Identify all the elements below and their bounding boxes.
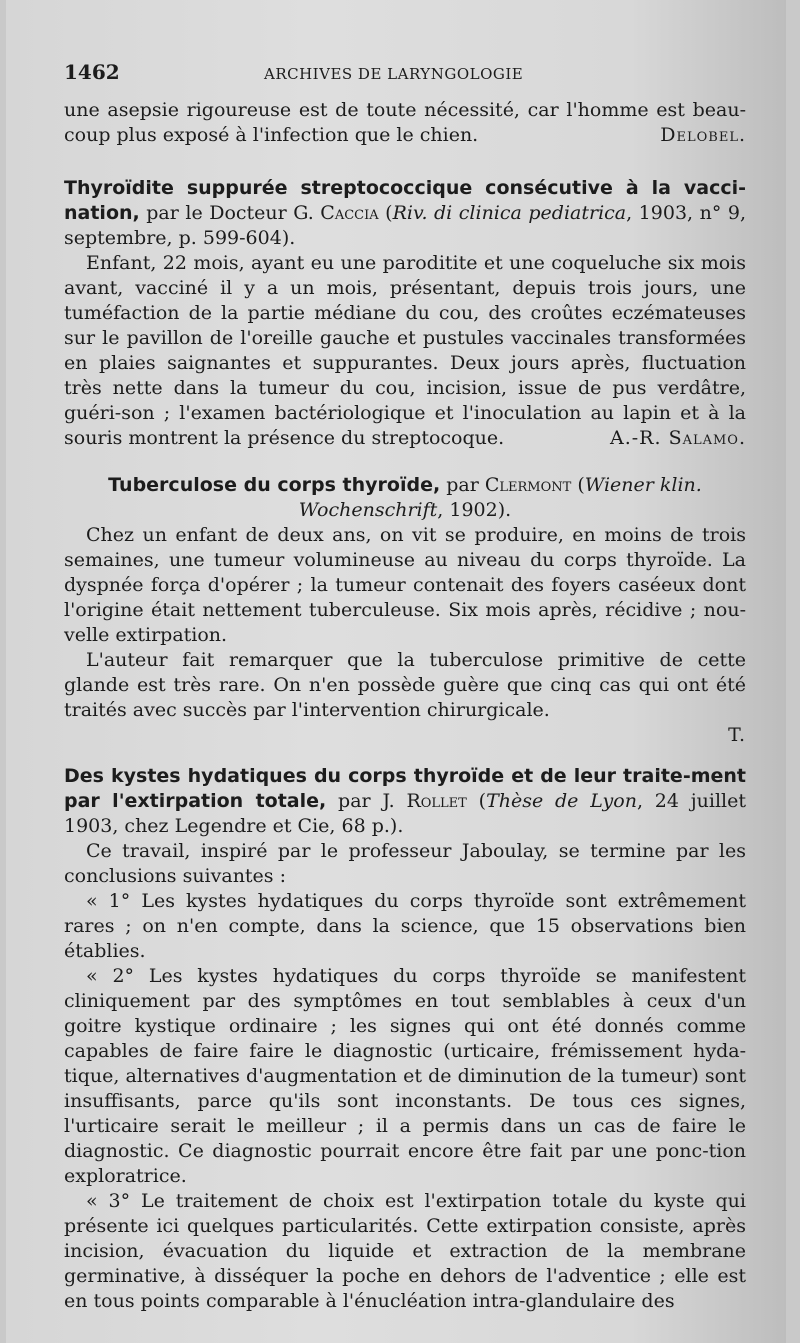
source-open: (: [571, 474, 585, 496]
intro-text: [64, 98, 746, 148]
signature-delobel: Delobel.: [660, 124, 746, 146]
source-details: , 24 juillet 1903, chez Legendre et Cie, 68 p.).: [64, 790, 747, 837]
byline-prefix: par: [440, 474, 485, 496]
body-text: Enfant, 22 mois, ayant eu une paroditite et une coqueluche six mois avant, vacciné il y a un mois, présentant, depuis trois jours, une tuméfaction de la partie médiane du cou, des croûtes eczémateuses sur le pavillon de l'oreille gauche et pustules vaccinales transformées en plaies saignantes et suppurantes. Deux jours après, fluctuation très nette dans la tumeur du cou, incision, issue de pus verdâtre, guéri-son ; l'examen bactériologique et l'inoculation au lapin et à la souris montrent la présence du streptocoque.: [64, 252, 746, 449]
article-title-line: [64, 176, 746, 251]
page-number: 1462: [64, 60, 120, 84]
paragraph: « 3° Le traitement de choix est l'extirpation totale du kyste qui présente ici quelques particularités. Cette extirpation consiste, après incision, évacuation du liquide et extraction de la membrane germinative, à disséquer la poche en dehors de l'adventice ; elle est en tous points comparable à l'énucléation intra-glandulaire des: [64, 1190, 746, 1312]
paragraph: Ce travail, inspiré par le professeur Jaboulay, se termine par les conclusions suivantes :: [64, 840, 746, 887]
article-tuberculose: [64, 473, 746, 748]
source-open: (: [466, 790, 487, 812]
journal-name: Thèse de Lyon: [486, 790, 637, 812]
article-title: Thyroïdite suppurée streptococcique consécutive à la vacci-nation,: [64, 177, 746, 224]
source-details: , 1902).: [437, 499, 512, 521]
author: Rollet: [406, 790, 467, 812]
paragraph: Chez un enfant de deux ans, on vit se produire, en moins de trois semaines, une tumeur volumineuse au niveau du corps thyroïde. La dyspnée força d'opérer ; la tumeur contenait des foyers caséeux dont l'origine était nettement tuberculeuse. Six mois après, récidive ; nou-velle extirpation.: [64, 524, 746, 646]
author: Clermont: [484, 474, 572, 496]
source-details: , 1903, n° 9, septembre, p. 599-604).: [64, 202, 746, 249]
paragraph: « 1° Les kystes hydatiques du corps thyroïde sont extrêmement rares ; on n'en compte, dans la science, que 15 observations bien établies.: [64, 890, 746, 962]
scanned-page: [6, 0, 786, 1343]
article-title: Tuberculose du corps thyroïde,: [108, 474, 441, 496]
signature: T.: [728, 724, 746, 746]
intro-fragment: [64, 98, 746, 148]
article-kystes: [64, 764, 746, 1314]
journal-title: ARCHIVES DE LARYNGOLOGIE: [264, 65, 524, 83]
source-open: (: [378, 202, 393, 224]
article-body: [64, 251, 746, 451]
journal-name: Wiener klin. Wochenschrift: [298, 474, 702, 521]
author: G. Caccia: [293, 202, 379, 224]
running-head: [64, 60, 746, 84]
paragraph: « 2° Les kystes hydatiques du corps thyroïde se manifestent cliniquement par des symptômes en tout semblables à ceux d'un goitre kystique ordinaire ; les signes qui ont été donnés comme capables de faire faire le diagnostic (urticaire, frémissement hyda-tique, alternatives d'augmentation et de diminution de la tumeur) sont insuffisants, parce qu'ils sont inconstants. De tous ces signes, l'urticaire serait le meilleur ; il a permis dans un cas de faire le diagnostic. Ce diagnostic pourrait encore être fait par une ponc-tion exploratrice.: [64, 965, 746, 1187]
paragraph: L'auteur fait remarquer que la tuberculose primitive de cette glande est très rare. On n'en possède guère que cinq cas qui ont été traités avec succès par l'intervention chirurgicale.: [64, 649, 746, 721]
article-thyroidite: [64, 176, 746, 451]
article-title: Des kystes hydatiques du corps thyroïde et de leur traite-ment par l'extirpation totale,: [64, 765, 746, 812]
article-title-line: [64, 764, 746, 839]
intro-body: une asepsie rigoureuse est de toute nécessité, car l'homme est beau-coup plus exposé à l'infection que le chien.: [64, 99, 746, 146]
signature: A.-R. Salamo.: [610, 427, 746, 449]
byline-prefix: par J.: [326, 790, 407, 812]
journal-name: Riv. di clinica pediatrica: [392, 202, 627, 224]
byline-prefix: par le Docteur: [139, 202, 294, 224]
article-title-line: [64, 473, 746, 523]
